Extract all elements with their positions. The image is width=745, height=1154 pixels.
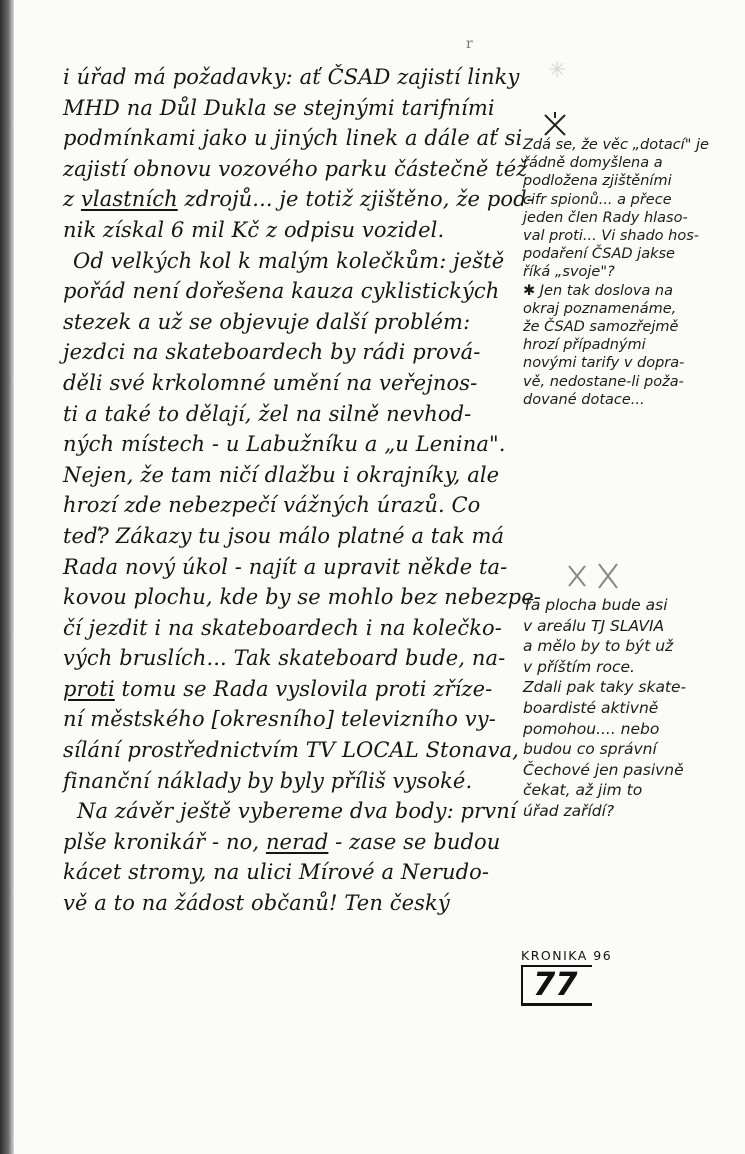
note-line: úřad zařídí? bbox=[523, 801, 615, 820]
note-line: cifr spionů... a přece bbox=[523, 191, 672, 208]
top-mark: r bbox=[466, 36, 473, 52]
note-line: říká „svoje"? bbox=[523, 264, 615, 281]
text-line: i úřad má požadavky: ať ČSAD zajistí linky bbox=[63, 65, 520, 89]
note-line: podaření ČSAD jakse bbox=[523, 246, 675, 263]
note-line: v příštím roce. bbox=[523, 657, 635, 676]
text-line: nik získal 6 mil Kč z odpisu vozidel. bbox=[63, 217, 445, 242]
page-number: 77 bbox=[521, 965, 592, 1006]
chronicle-label: KRONIKA 96 bbox=[521, 948, 613, 963]
text-line: děli své krkolomné umění na veřejnos- bbox=[63, 370, 478, 395]
margin-note-dotace bbox=[523, 136, 718, 409]
text-line: kovou plochu, kde by se mohlo bez nebezpe- bbox=[63, 585, 541, 610]
text-line: proti tomu se Rada vyslovila proti zříze- bbox=[63, 676, 493, 701]
note-line: budou co správní bbox=[523, 740, 657, 759]
note-line: jeden člen Rady hlaso- bbox=[523, 209, 688, 226]
note-line: pomohou.... nebo bbox=[523, 719, 660, 738]
text-line: finanční náklady by byly příliš vysoké. bbox=[63, 768, 473, 793]
text-line: hrozí zde nebezpečí vážných úrazů. Co bbox=[63, 493, 481, 518]
note-line: ✱ Jen tak doslova na bbox=[523, 282, 674, 299]
text-line: sílání prostřednictvím TV LOCAL Stonava, bbox=[63, 738, 519, 763]
note-line: dované dotace... bbox=[523, 391, 645, 408]
text-line: plše kronikář - no, nerad - zase se budou bbox=[63, 829, 501, 854]
note-line: Čechové jen pasivně bbox=[523, 760, 684, 779]
note-line: Zdá se, že věc „dotací" je bbox=[523, 137, 709, 153]
text-line: Rada nový úkol - najít a upravit někde ta- bbox=[63, 554, 508, 579]
text-line: Od velkých kol k malým kolečkům: ještě bbox=[73, 248, 505, 273]
note-line: hrozí případnými bbox=[523, 337, 646, 354]
double-asterisk-marker-icon bbox=[565, 560, 621, 594]
note-line: a mělo by to být už bbox=[523, 637, 674, 656]
text-line: ti a také to dělají, žel na silně nevhod- bbox=[63, 401, 472, 426]
note-line: vě, nedostane-li poža- bbox=[523, 373, 684, 390]
note-line: v areálu TJ SLAVIA bbox=[523, 616, 665, 635]
note-line: val proti... Vi shado hos- bbox=[523, 228, 700, 245]
note-line: čekat, až jim to bbox=[523, 781, 643, 800]
note-line: novými tarify v dopra- bbox=[523, 355, 685, 372]
text-line: kácet stromy, na ulici Mírové a Nerudo- bbox=[63, 860, 490, 885]
text-line: teď? Zákazy tu jsou málo platné a tak má bbox=[63, 523, 505, 548]
text-line: z vlastních zdrojů... je totiž zjištěno, že pod- bbox=[63, 187, 534, 212]
note-line: řádně domyšlena a bbox=[523, 155, 663, 172]
text-line: jezdci na skateboardech by rádi prová- bbox=[63, 340, 481, 365]
text-line: vě a to na žádost občanů! Ten český bbox=[63, 891, 450, 916]
page-footer bbox=[521, 948, 631, 1006]
text-line: podmínkami jako u jiných linek a dále ať si bbox=[63, 126, 523, 151]
text-line: Na závěr ještě vybereme dva body: první bbox=[77, 799, 517, 824]
text-line: ní městského [okresního] televizního vy- bbox=[63, 707, 496, 732]
note-line: podložena zjištěními bbox=[523, 173, 672, 190]
note-line: Zdali pak taky skate- bbox=[523, 678, 687, 697]
note-line: Ta plocha bude asi bbox=[523, 596, 668, 614]
text-line: stezek a už se objevuje další problém: bbox=[63, 309, 471, 334]
text-line: Nejen, že tam ničí dlažbu i okrajníky, ale bbox=[63, 462, 500, 487]
text-line: ných místech - u Labužníku a „u Lenina". bbox=[63, 432, 506, 457]
note-line: boardisté aktivně bbox=[523, 698, 659, 717]
text-line: pořád není dořešena kauza cyklistických bbox=[63, 279, 500, 304]
chronicle-main-text bbox=[63, 62, 541, 919]
text-line: MHD na Důl Dukla se stejnými tarifními bbox=[63, 95, 495, 120]
bleed-through-asterisk: ✳ bbox=[548, 58, 567, 83]
text-line: vých bruslích... Tak skateboard bude, na- bbox=[63, 646, 506, 671]
note-line: okraj poznamenáme, bbox=[523, 300, 677, 317]
margin-note-skate-plocha bbox=[523, 595, 718, 822]
note-line: že ČSAD samozřejmě bbox=[523, 319, 679, 336]
book-binding-edge bbox=[0, 0, 14, 1154]
text-line: zajistí obnovu vozového parku částečně též bbox=[63, 156, 528, 181]
text-line: čí jezdit i na skateboardech i na kolečko- bbox=[63, 615, 502, 640]
